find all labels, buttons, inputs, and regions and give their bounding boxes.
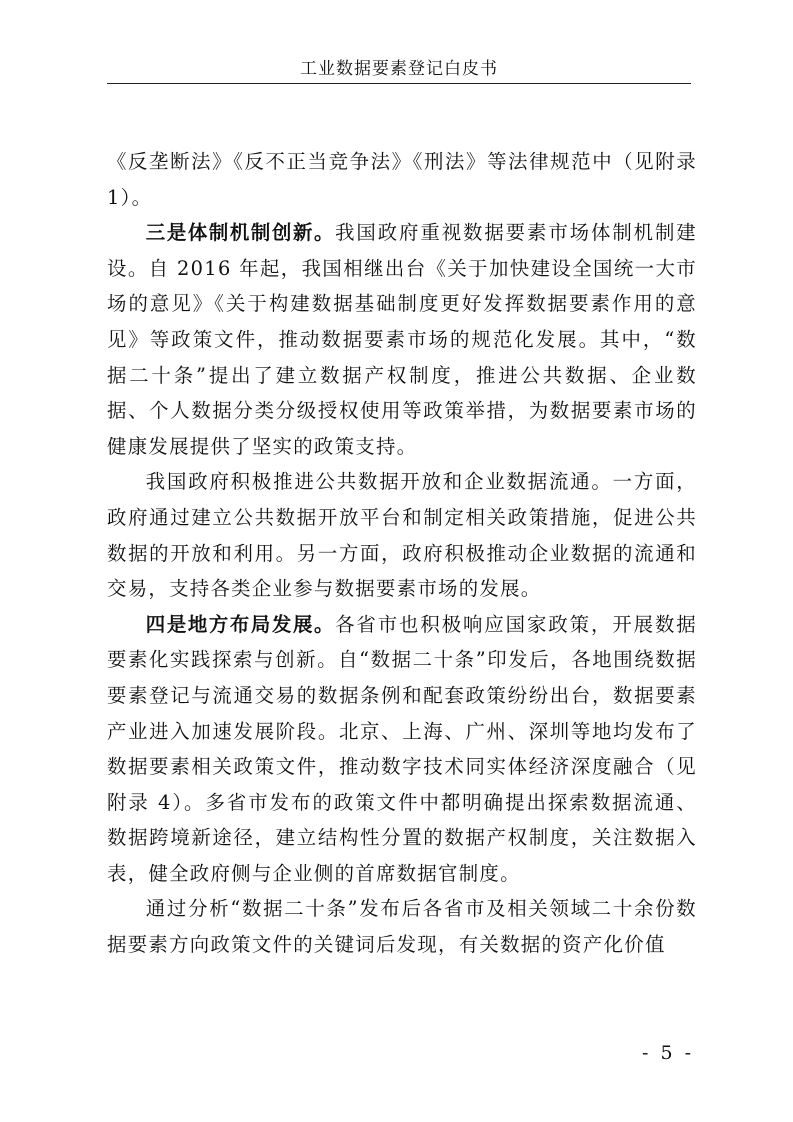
- paragraph-text: 我国政府重视数据要素市场体制机制建设。自 2016 年起，我国相继出台《关于加快建设全国统一大市场的意见》《关于构建数据基础制度更好发挥数据要素作用的意见》等政策文件，推动数据要素市场的规范化发展。其中，“数据二十条”提出了建立数据产权制度，推进公共数据、企业数据、个人数据分类分级授权使用等政策举措，为数据要素市场的健康发展提供了坚实的政策支持。: [107, 221, 698, 458]
- paragraph-local-layout: [107, 607, 697, 892]
- paragraph-keyword-analysis: [107, 891, 697, 962]
- body-text: [107, 144, 697, 963]
- paragraph-text: 通过分析“数据二十条”发布后各省市及相关领域二十余份数据要素方向政策文件的关键词后发现，有关数据的资产化价值: [107, 897, 697, 957]
- header-divider: [107, 83, 691, 84]
- paragraph-lead: 四是地方布局发展。: [145, 612, 336, 636]
- page-number: - 5 -: [641, 1042, 694, 1064]
- paragraph-data-opening: [107, 464, 697, 606]
- paragraph-lead: 三是体制机制创新。: [145, 221, 336, 245]
- paragraph-continued: [107, 144, 697, 215]
- paragraph-text: 我国政府积极推进公共数据开放和企业数据流通。一方面，政府通过建立公共数据开放平台和制定相关政策措施，促进公共数据的开放和利用。另一方面，政府积极推动企业数据的流通和交易，支持各类企业参与数据要素市场的发展。: [107, 470, 697, 601]
- paragraph-institutional-innovation: [107, 215, 697, 464]
- paragraph-text: 各省市也积极响应国家政策，开展数据要素化实践探索与创新。自“数据二十条”印发后，各地围绕数据要素登记与流通交易的数据条例和配套政策纷纷出台，数据要素产业进入加速发展阶段。北京、上海、广州、深圳等地均发布了数据要素相关政策文件，推动数字技术同实体经济深度融合（见附录 4）。多省市发布的政策文件中都明确提出探索数据流通、数据跨境新途径，建立结构性分置的数据产权制度，关注数据入表，健全政府侧与企业侧的首席数据官制度。: [107, 612, 698, 885]
- paragraph-text: 《反垄断法》《反不正当竞争法》《刑法》等法律规范中（见附录 1）。: [107, 150, 697, 209]
- running-header: 工业数据要素登记白皮书: [300, 59, 498, 79]
